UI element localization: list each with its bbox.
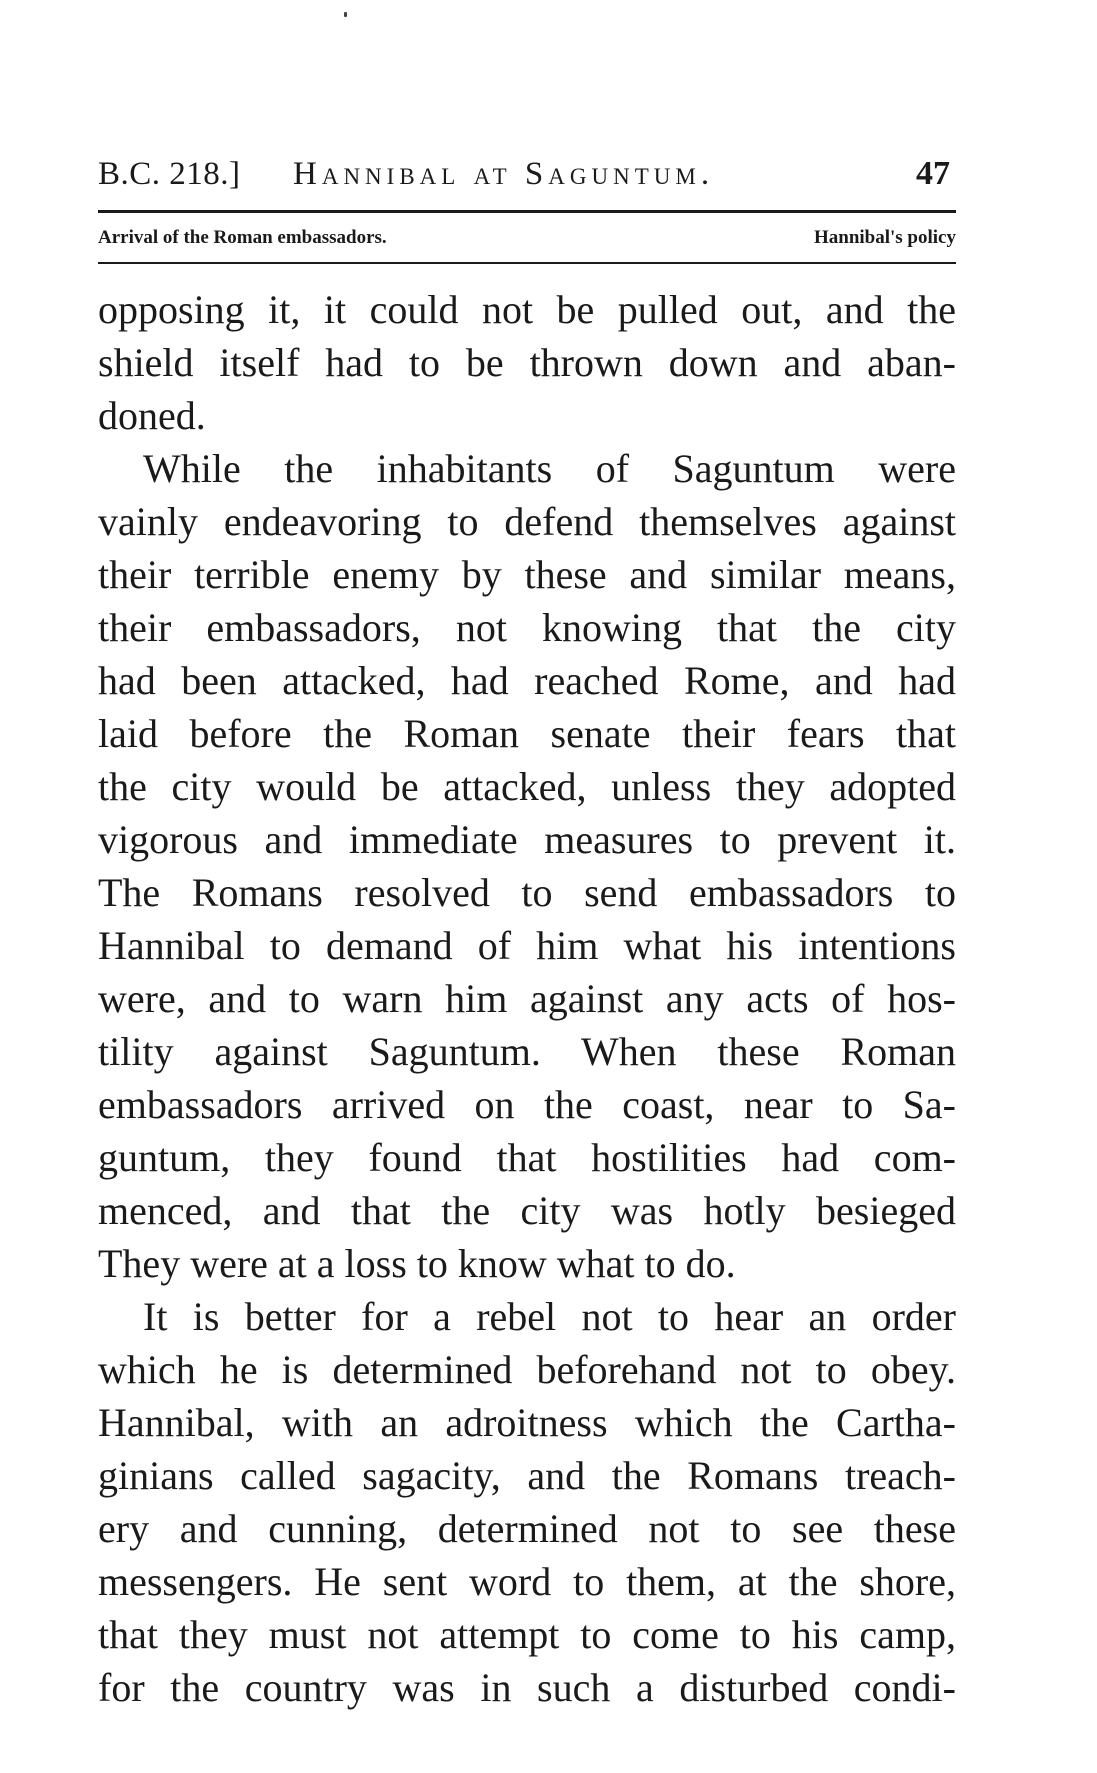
section-subhead xyxy=(98,220,956,256)
text-line: for the country was in such a disturbed condi- xyxy=(98,1665,956,1710)
text-line: ery and cunning, determined not to see these xyxy=(98,1506,956,1551)
text-line: vainly endeavoring to defend themselves against xyxy=(98,499,956,544)
text-line: The Romans resolved to send embassadors to xyxy=(98,870,956,915)
paragraph xyxy=(98,1290,956,1714)
text-line: opposing it, it could not be pulled out, and the xyxy=(98,287,956,332)
header-rule-top xyxy=(98,210,956,213)
text-line: vigorous and immediate measures to prevent it. xyxy=(98,817,956,862)
text-line: guntum, they found that hostilities had com- xyxy=(98,1135,956,1180)
header-rule-bottom xyxy=(98,262,956,264)
text-line: the city would be attacked, unless they adopted xyxy=(98,764,956,809)
text-line: that they must not attempt to come to his camp, xyxy=(98,1612,956,1657)
page-number: 47 xyxy=(916,155,950,192)
text-line: They were at a loss to know what to do. xyxy=(98,1241,736,1286)
text-line: were, and to warn him against any acts of hos- xyxy=(98,976,956,1021)
text-line: While the inhabitants of Saguntum were xyxy=(143,446,956,491)
text-line: shield itself had to be thrown down and aban- xyxy=(98,340,956,385)
subhead-left: Arrival of the Roman embassadors. xyxy=(98,227,387,248)
text-line: menced, and that the city was hotly besieged xyxy=(98,1188,956,1233)
text-line: It is better for a rebel not to hear an order xyxy=(143,1294,956,1339)
text-line: laid before the Roman senate their fears that xyxy=(98,711,956,756)
paragraph xyxy=(98,283,956,442)
ink-speck xyxy=(344,12,347,17)
text-line: Hannibal, with an adroitness which the Cartha- xyxy=(98,1400,956,1445)
paragraph xyxy=(98,442,956,1290)
text-line: doned. xyxy=(98,393,206,438)
text-line: ginians called sagacity, and the Romans treach- xyxy=(98,1453,956,1498)
text-line: messengers. He sent word to them, at the shore, xyxy=(98,1559,956,1604)
text-line: their embassadors, not knowing that the city xyxy=(98,605,956,650)
running-head xyxy=(98,150,956,198)
text-line: tility against Saguntum. When these Roman xyxy=(98,1029,956,1074)
running-head-date: B.C. 218.] xyxy=(98,156,241,192)
text-line: which he is determined beforehand not to obey. xyxy=(98,1347,956,1392)
text-line: their terrible enemy by these and similar means, xyxy=(98,552,956,597)
text-line: had been attacked, had reached Rome, and had xyxy=(98,658,956,703)
subhead-right: Hannibal's policy xyxy=(813,227,956,248)
text-line: embassadors arrived on the coast, near to Sa- xyxy=(98,1082,956,1127)
text-line: Hannibal to demand of him what his intentions xyxy=(98,923,956,968)
running-head-title: Hannibal at Saguntum. xyxy=(293,156,715,192)
body-text xyxy=(98,283,956,1714)
